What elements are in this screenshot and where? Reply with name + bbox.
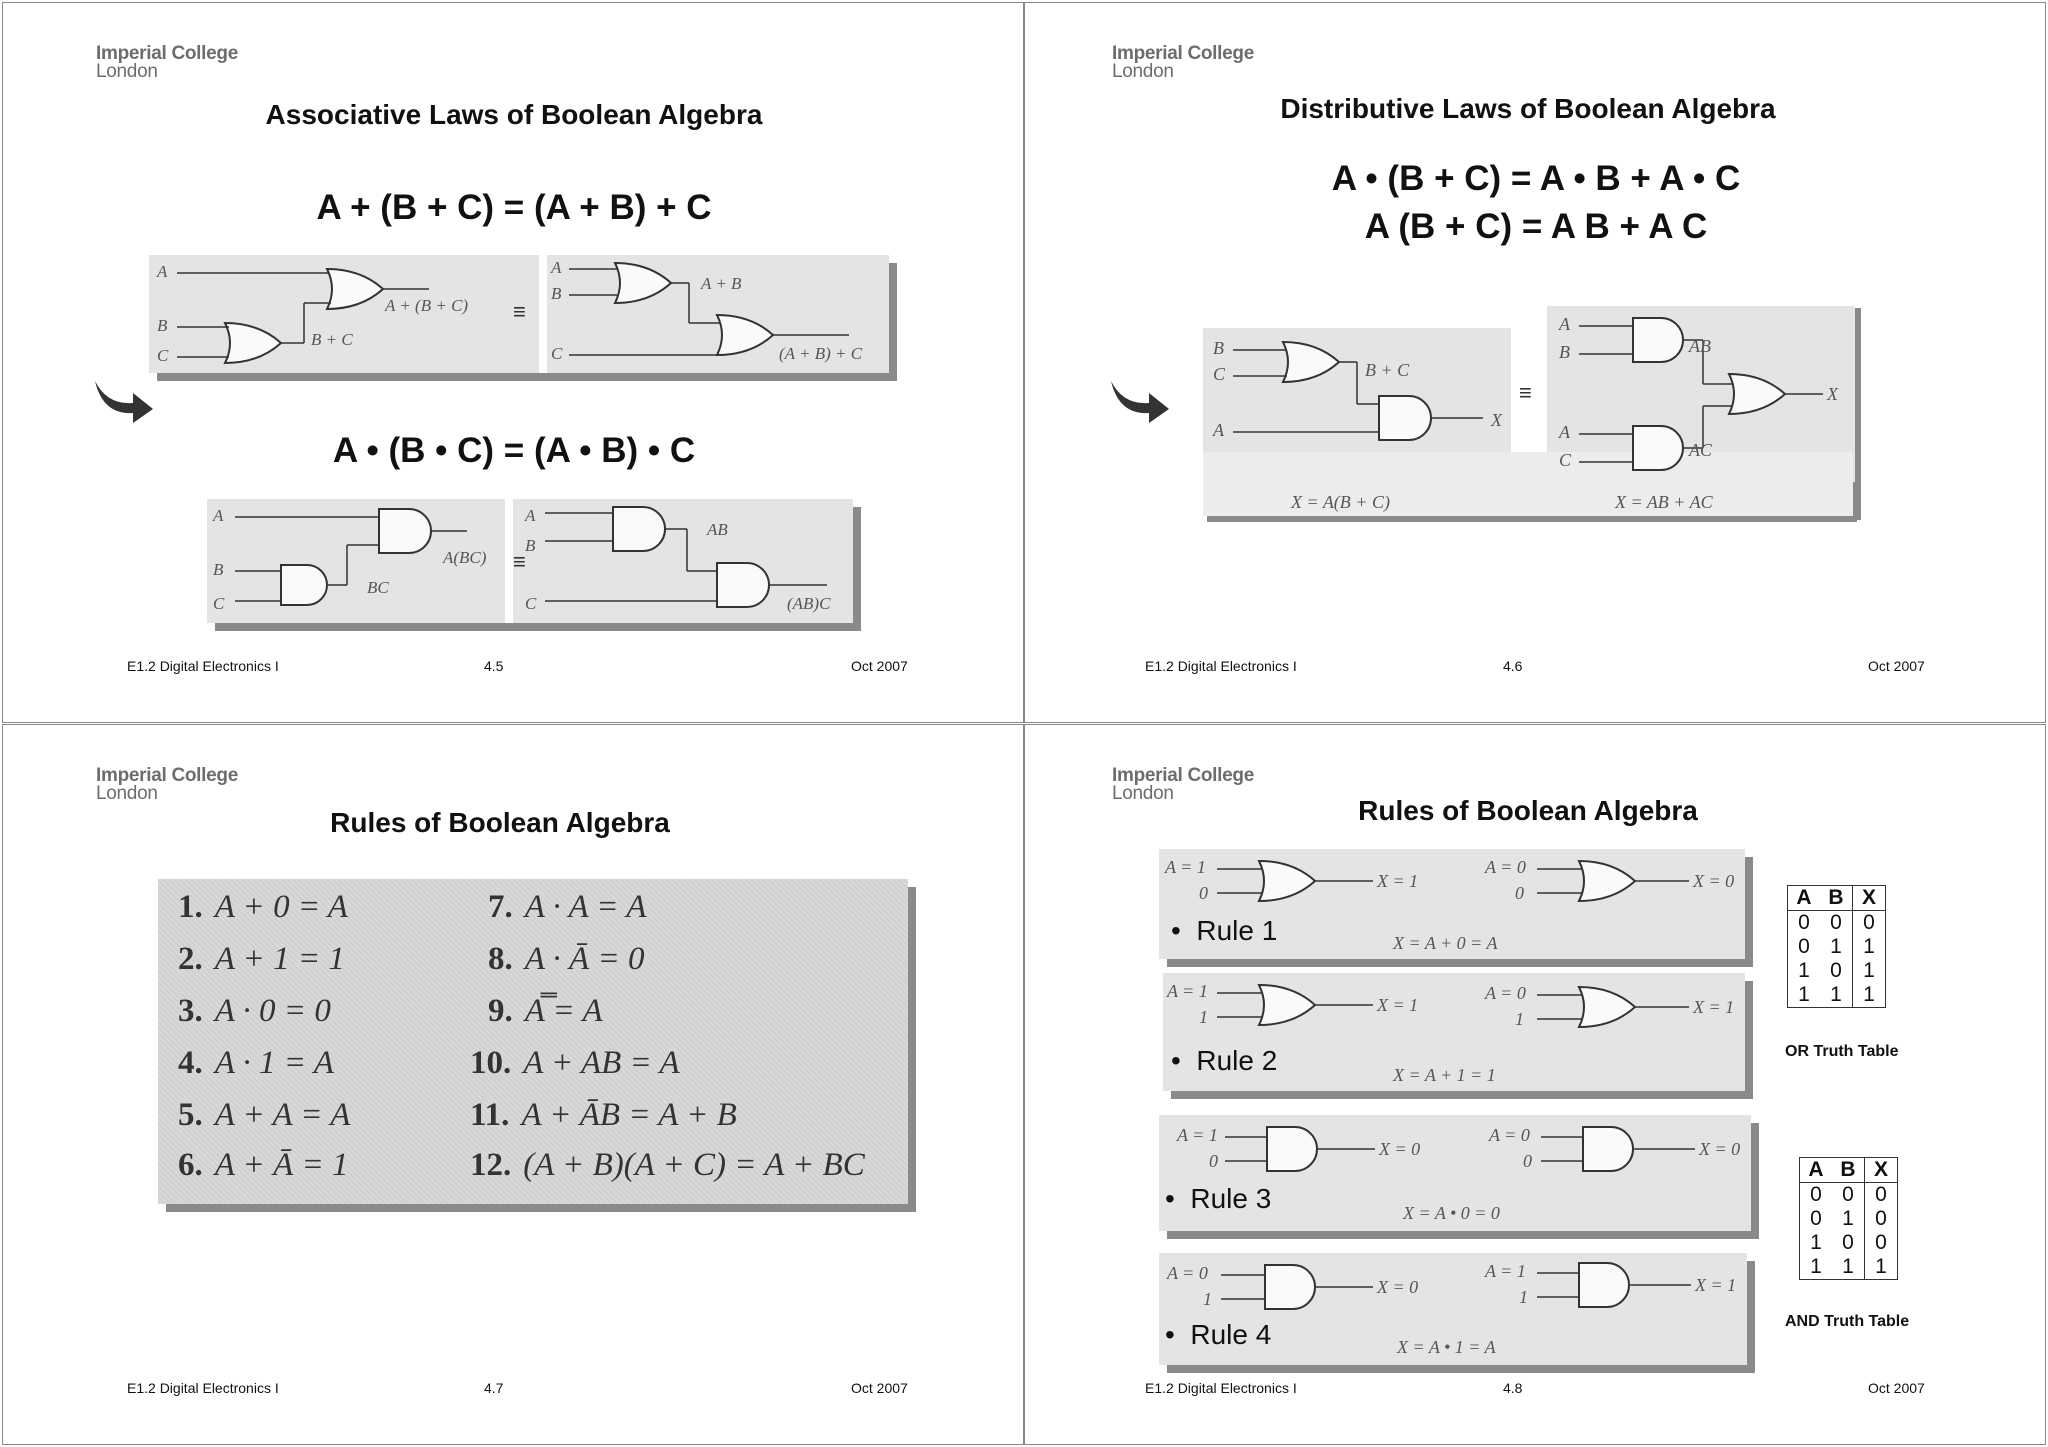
- svg-text:AB: AB: [1689, 336, 1711, 356]
- associative-or-diagram: [149, 255, 889, 373]
- distributive-diagram: [1203, 306, 1859, 516]
- svg-text:A: A: [157, 262, 168, 281]
- slide-title: Associative Laws of Boolean Algebra: [265, 99, 763, 130]
- svg-text:A = 0: A = 0: [1485, 857, 1526, 877]
- imperial-logo: Imperial College London: [1112, 765, 1254, 804]
- svg-text:A = 1: A = 1: [1177, 1125, 1218, 1145]
- svg-text:A: A: [1559, 422, 1570, 442]
- svg-text:X = A • 0 = 0: X = A • 0 = 0: [1403, 1203, 1500, 1223]
- associative-and-diagram: [207, 499, 853, 623]
- rule-10: 10. A + AB = A: [470, 1045, 680, 1081]
- and-truth-table: A B X 0 0 0 0 1 0 1 0 0 1 1 1: [1799, 1157, 1898, 1280]
- svg-text:A + (B + C): A + (B + C): [385, 296, 469, 315]
- svg-text:A: A: [1213, 420, 1224, 440]
- svg-text:0: 0: [1199, 883, 1208, 903]
- svg-text:X: X: [1491, 410, 1502, 430]
- svg-text:A = 1: A = 1: [1165, 857, 1206, 877]
- svg-text:B + C: B + C: [311, 330, 353, 349]
- footer-course: E1.2 Digital Electronics I: [1145, 658, 1297, 674]
- footer-date: Oct 2007: [851, 1380, 908, 1396]
- svg-text:C: C: [1559, 450, 1572, 470]
- svg-text:B + C: B + C: [1365, 360, 1410, 380]
- svg-text:A = 1: A = 1: [1167, 981, 1208, 1001]
- svg-text:0: 0: [1523, 1151, 1532, 1171]
- svg-text:AC: AC: [1689, 440, 1713, 460]
- svg-text:A = 1: A = 1: [1485, 1261, 1526, 1281]
- svg-text:A: A: [551, 258, 562, 277]
- svg-text:A: A: [213, 506, 224, 525]
- svg-text:B: B: [1213, 338, 1224, 358]
- svg-text:X = A + 1 = 1: X = A + 1 = 1: [1393, 1065, 1496, 1085]
- footer-course: E1.2 Digital Electronics I: [127, 658, 279, 674]
- svg-text:A: A: [1559, 314, 1570, 334]
- svg-text:X = AB + AC: X = AB + AC: [1615, 492, 1713, 512]
- rule-12: 12. (A + B)(A + C) = A + BC: [470, 1147, 865, 1183]
- svg-text:X = 1: X = 1: [1377, 995, 1419, 1015]
- svg-text:C: C: [551, 344, 563, 363]
- rule-11: 11. A + ĀB = A + B: [470, 1097, 737, 1133]
- rule-4-block: [1159, 1253, 1747, 1365]
- or-truth-table-caption: OR Truth Table: [1785, 1043, 1899, 1060]
- rule-3-block: [1159, 1115, 1751, 1231]
- svg-text:A = 0: A = 0: [1485, 983, 1526, 1003]
- rule-1-label: • Rule 1: [1171, 915, 1278, 946]
- svg-text:≡: ≡: [1519, 380, 1532, 405]
- svg-text:1: 1: [1203, 1289, 1212, 1309]
- slide-4-6: [1024, 2, 2046, 723]
- svg-text:0: 0: [1209, 1151, 1218, 1171]
- rule-7: 7. A · A = A: [488, 889, 647, 925]
- slide-title: Rules of Boolean Algebra: [1358, 795, 1698, 826]
- svg-text:X = 0: X = 0: [1379, 1139, 1421, 1159]
- or-truth-table: A B X 0 0 0 0 1 1 1 0 1 1 1 1: [1787, 885, 1886, 1008]
- slide-title: Distributive Laws of Boolean Algebra: [1280, 93, 1776, 124]
- rule-3: 3. A · 0 = 0: [178, 993, 331, 1029]
- svg-text:B: B: [157, 316, 168, 335]
- svg-text:B: B: [551, 284, 562, 303]
- curved-arrow-icon: [93, 375, 155, 423]
- rule-1-block: [1159, 849, 1745, 959]
- rule-9: 9. A̿ = A: [488, 993, 603, 1029]
- imperial-logo: Imperial College London: [1112, 43, 1254, 82]
- svg-text:A: A: [525, 506, 536, 525]
- svg-text:C: C: [213, 594, 225, 613]
- svg-text:X = 1: X = 1: [1693, 997, 1735, 1017]
- rule-3-label: • Rule 3: [1165, 1183, 1272, 1214]
- rule-6: 6. A + Ā = 1: [178, 1147, 349, 1183]
- svg-text:X = A(B + C): X = A(B + C): [1291, 492, 1390, 512]
- rule-2-block: [1163, 973, 1745, 1091]
- footer-page: 4.8: [1503, 1380, 1523, 1396]
- and-truth-table-caption: AND Truth Table: [1785, 1313, 1910, 1330]
- svg-text:A = 0: A = 0: [1167, 1263, 1208, 1283]
- rule-4: 4. A · 1 = A: [178, 1045, 334, 1081]
- slide-4-7: [2, 724, 1024, 1445]
- slide-title: Rules of Boolean Algebra: [330, 807, 670, 838]
- imperial-logo: Imperial College London: [96, 43, 238, 82]
- svg-text:X = 1: X = 1: [1695, 1275, 1737, 1295]
- svg-text:X = 1: X = 1: [1377, 871, 1419, 891]
- footer-page: 4.6: [1503, 658, 1523, 674]
- distributive-equation-2: A (B + C) = A B + A C: [1364, 207, 1708, 246]
- svg-text:X = A + 0 = A: X = A + 0 = A: [1393, 933, 1498, 953]
- svg-text:≡: ≡: [513, 549, 526, 574]
- footer-page: 4.5: [484, 658, 504, 674]
- rule-5: 5. A + A = A: [178, 1097, 351, 1133]
- svg-text:C: C: [525, 594, 537, 613]
- svg-text:B: B: [525, 536, 536, 555]
- associative-or-equation: A + (B + C) = (A + B) + C: [316, 188, 712, 227]
- footer-date: Oct 2007: [1868, 1380, 1925, 1396]
- svg-text:BC: BC: [367, 578, 389, 597]
- svg-text:X: X: [1827, 384, 1838, 404]
- footer-date: Oct 2007: [851, 658, 908, 674]
- imperial-logo: Imperial College London: [96, 765, 238, 804]
- rule-8: 8. A · Ā = 0: [488, 941, 645, 977]
- svg-text:X = 0: X = 0: [1699, 1139, 1741, 1159]
- svg-text:A = 0: A = 0: [1489, 1125, 1530, 1145]
- associative-and-equation: A • (B • C) = (A • B) • C: [332, 431, 696, 470]
- svg-text:C: C: [157, 346, 169, 365]
- footer-date: Oct 2007: [1868, 658, 1925, 674]
- rule-2-label: • Rule 2: [1171, 1045, 1278, 1076]
- and-gate-circuit: [207, 499, 853, 623]
- svg-text:≡: ≡: [513, 299, 526, 324]
- svg-text:C: C: [1213, 364, 1226, 384]
- footer-course: E1.2 Digital Electronics I: [1145, 1380, 1297, 1396]
- svg-text:1: 1: [1519, 1287, 1528, 1307]
- footer-page: 4.7: [484, 1380, 504, 1396]
- svg-text:B: B: [213, 560, 224, 579]
- slide-4-5: [2, 2, 1024, 723]
- svg-text:AB: AB: [707, 520, 728, 539]
- footer-course: E1.2 Digital Electronics I: [127, 1380, 279, 1396]
- svg-text:A(BC): A(BC): [443, 548, 487, 567]
- svg-text:(A + B) + C: (A + B) + C: [779, 344, 863, 363]
- svg-text:(AB)C: (AB)C: [787, 594, 831, 613]
- rule-1: 1. A + 0 = A: [178, 889, 348, 925]
- svg-text:X = 0: X = 0: [1377, 1277, 1419, 1297]
- boolean-rules-panel: [158, 879, 908, 1204]
- rule-4-label: • Rule 4: [1165, 1319, 1272, 1350]
- distributive-equation-1: A • (B + C) = A • B + A • C: [1331, 159, 1741, 198]
- svg-text:A + B: A + B: [701, 274, 742, 293]
- slide-4-8: [1024, 724, 2046, 1445]
- svg-text:B: B: [1559, 342, 1570, 362]
- svg-text:1: 1: [1515, 1009, 1524, 1029]
- curved-arrow-icon: [1109, 375, 1171, 423]
- svg-text:1: 1: [1199, 1007, 1208, 1027]
- or-gate-circuit: [149, 255, 889, 373]
- svg-text:0: 0: [1515, 883, 1524, 903]
- distributive-circuit: [1203, 306, 1859, 522]
- svg-text:X = 0: X = 0: [1693, 871, 1735, 891]
- rule-2: 2. A + 1 = 1: [178, 941, 345, 977]
- svg-text:X = A • 1 = A: X = A • 1 = A: [1397, 1337, 1496, 1357]
